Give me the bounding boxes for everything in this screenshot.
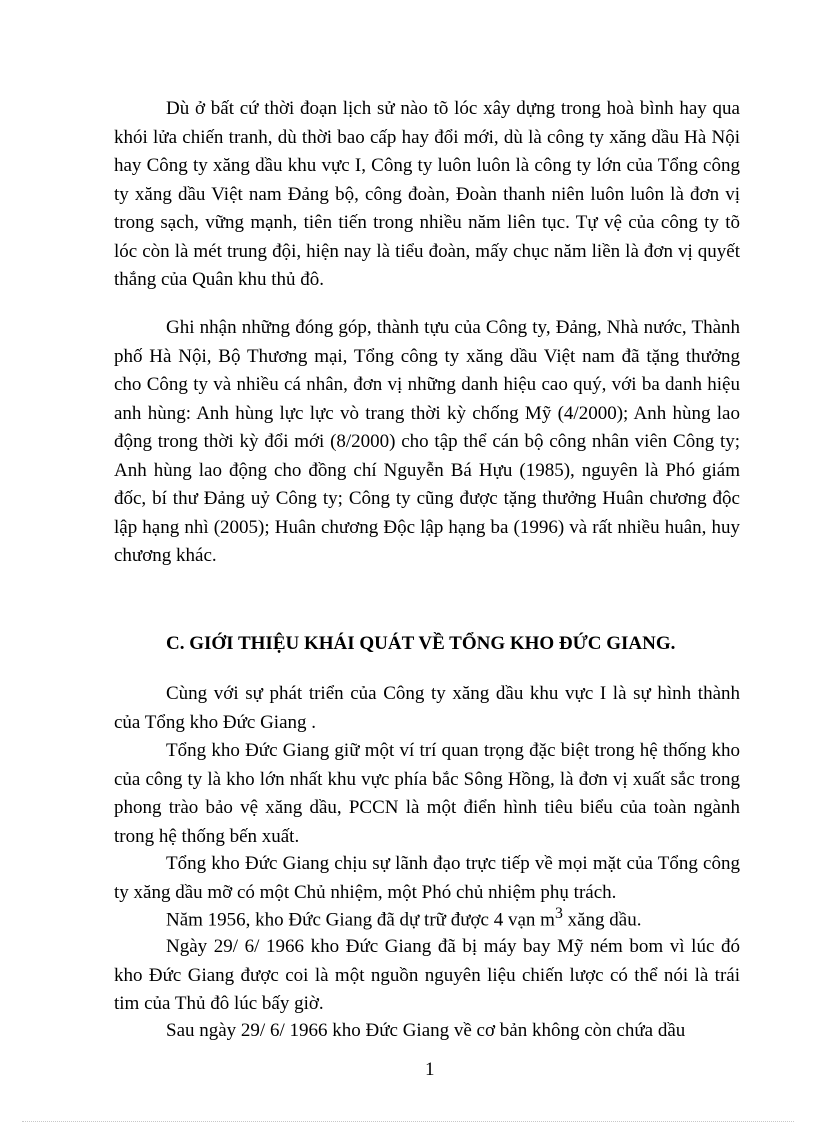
paragraph-depot-volume xyxy=(114,900,740,935)
page-number: 1 xyxy=(425,1059,435,1080)
footer-divider xyxy=(22,1121,794,1122)
section-heading: C. GIỚI THIỆU KHÁI QUÁT VỀ TỔNG KHO ĐỨC GIANG. xyxy=(166,633,676,654)
paragraph-depot-importance: Tổng kho Đức Giang giữ một ví trí quan trọng đặc biệt trong hệ thống kho của công ty là kho lớn nhất khu vực phía bắc Sông Hồng, là đơn vị xuất sắc trong phong trào bảo vệ xăng dầu, PCCN là một điển hình tiêu biểu của toàn ngành trong hệ thống bến xuất. xyxy=(114,740,740,847)
paragraph-after-bombing: Sau ngày 29/ 6/ 1966 kho Đức Giang về cơ bản không còn chứa dầu xyxy=(166,1020,686,1041)
paragraph-company-history: Dù ở bất cứ thời đoạn lịch sử nào tõ lóc xây dựng trong hoà bình hay qua khói lửa chiến tranh, dù thời bao cấp hay đổi mới, dù là công ty xăng dầu Hà Nội hay Công ty xăng dầu khu vực I, Công ty luôn luôn là công ty lớn của Tổng công ty xăng dầu Việt nam Đảng bộ, công đoàn, Đoàn thanh niên luôn luôn là đơn vị trong sạch, vững mạnh, tiên tiến trong nhiều năm liên tục. Tự vệ của công ty tõ lóc còn là mét trung đội, hiện nay là tiểu đoàn, mấy chục năm liền là đơn vị quyết thắng của Quân khu thủ đô. xyxy=(114,98,740,290)
volume-text-after: xăng dầu. xyxy=(562,909,642,931)
paragraph-bombing: Ngày 29/ 6/ 1966 kho Đức Giang đã bị máy bay Mỹ ném bom vì lúc đó kho Đức Giang được coi là một nguồn nguyên liệu chiến lược có thể nói là trái tim của Thủ đô lúc bấy giờ. xyxy=(114,936,740,1014)
paragraph-awards: Ghi nhận những đóng góp, thành tựu của Công ty, Đảng, Nhà nước, Thành phố Hà Nội, Bộ Thương mại, Tổng công ty xăng dầu Việt nam đã tặng thưởng cho Công ty và nhiều cá nhân, đơn vị những danh hiệu cao quý, với ba danh hiệu anh hùng: Anh hùng lực lực vò trang thời kỳ chống Mỹ (4/2000); Anh hùng lao động trong thời kỳ đổi mới (8/2000) cho tập thể cán bộ công nhân viên Công ty; Anh hùng lao động cho đồng chí Nguyễn Bá Hựu (1985), nguyên là Phó giám đốc, bí thư Đảng uỷ Công ty; Công ty cũng được tặng thưởng Huân chương độc lập hạng nhì (2005); Huân chương Độc lập hạng ba (1996) và rất nhiều huân, huy chương khác. xyxy=(114,317,740,566)
volume-superscript: 3 xyxy=(554,905,563,922)
paragraph-depot-management: Tổng kho Đức Giang chịu sự lãnh đạo trực tiếp về mọi mặt của Tổng công ty xăng dầu mỡ có một Chủ nhiệm, một Phó chủ nhiệm phụ trách. xyxy=(114,853,740,903)
paragraph-depot-formation: Cùng với sự phát triển của Công ty xăng dầu khu vực I là sự hình thành của Tổng kho Đức Giang . xyxy=(114,683,740,733)
volume-text-before: Năm 1956, kho Đức Giang đã dự trữ được 4 vạn m xyxy=(166,909,555,931)
